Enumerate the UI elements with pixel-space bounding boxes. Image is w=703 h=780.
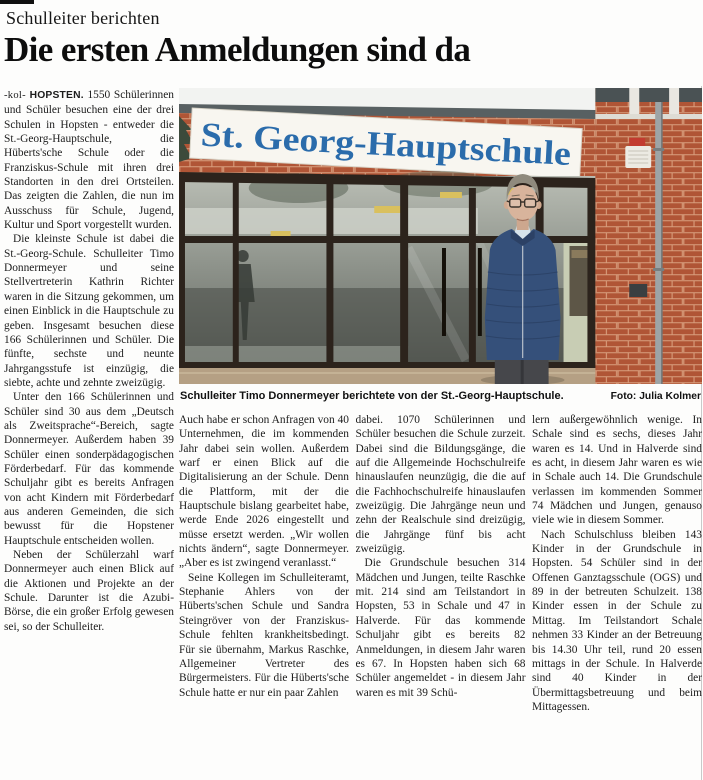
paragraph: Nach Schulschluss bleiben 143 Kinder in der Grundschule in Hopsten. 54 Schüler sind in der Offenen Ganztagsschule (OGS) und 89 in der betreuten Schulzeit. 138 Kinder essen in der Schule zu Mittag. Im Teilstandort Schale nehmen 33 Kinder an der Betreuung bis 14.30 Uhr teil, rund 20 essen mittags in der Schule. In Halverde sind 40 Kinder in der Übermittagsbetreuung und beim Mittagessen. — [532, 528, 702, 713]
paragraph: lern außergewöhnlich wenige. In Schale sind es sechs, dieses Jahr waren es 14. Und in Halverde sind es acht, in diesem Jahr waren es wie in Schale auch 14. Die Grundschule verlassen im kommenden Sommer 74 Mädchen und Jungen, genauso viele wie in diesem Sommer. — [532, 414, 702, 527]
headline: Die ersten Anmeldungen sind da — [4, 30, 471, 69]
door-handle — [442, 248, 446, 336]
author-abbreviation: -kol- — [4, 90, 26, 101]
photo-and-columns — [179, 88, 702, 778]
wall-vent — [629, 284, 647, 297]
photo-credit: Foto: Julia Kolmer — [610, 390, 701, 402]
caption-row — [179, 384, 702, 407]
paragraph: Unter den 166 Schülerinnen und Schüler sind 30 aus dem „Deutsch als Zweitsprache“-Bereich, sagte Donnermeyer. Außerdem haben 39 Schüler einen sonderpädagogischen Förderbedarf. Für das kommende Schuljahr gibt es bereits Anfragen von acht Kindern mit Förderbedarf aus anderen Gemeinden, die sich bewusst für die Hopstener Hauptschule entscheiden wollen. — [4, 391, 174, 547]
lower-columns — [179, 413, 702, 778]
page-edge-artifact — [0, 0, 34, 4]
article-column-4 — [532, 413, 702, 778]
kicker: Schulleiter berichten — [6, 8, 160, 28]
dateline-city: HOPSTEN. — [29, 90, 84, 101]
school-building-photo — [179, 88, 702, 384]
paragraph: Die kleinste Schule ist dabei die St.-Georg-Schule. Schulleiter Timo Donnermeyer und seine Stellvertreterin Kathrin Richter waren in die Sitzung gekommen, um einen Einblick in die Hauptschule zu geben. Insgesamt besuchen diese 166 Schülerinnen und Schüler. Die fünfte, sechste und neunte Jahrgangsstufe ist einzügig, die siebte, achte und zehnte zweizügig. — [4, 233, 174, 389]
paragraph: Auch habe er schon Anfragen von 40 Unternehmen, die im kommenden Jahr dabei sein wollen. Außerdem warf er einen Blick auf die Digitalisierung an der Schule. Denn die Plattform, mit der die Hauptschule bislang gearbeitet habe, werde Ende 2026 eingestellt und müsse ersetzt werden. „Wir wollen nichts ändern“, sagte Donnermeyer. „Aber es ist zwingend veranlasst.“ — [179, 414, 349, 570]
paragraph: dabei. 1070 Schülerinnen und Schüler besuchen die Schule zurzeit. Dabei sind die Bildungsgänge, die auf die Allgemeinde Hochschulreife hinauslaufen neunzügig, die die auf die Fachhochschulreife hinauslaufen zweizügig. Die Jahrgänge neun und zehn der Realschule sind dreizügig, die Jahrgänge fünf bis acht zweizügig. — [355, 414, 526, 556]
brick-wall — [595, 88, 702, 384]
paragraph — [4, 88, 174, 232]
photo-caption: Schulleiter Timo Donnermeyer berichtete von der St.-Georg-Hauptschule. — [180, 390, 564, 402]
article-column-3 — [356, 413, 526, 778]
paragraph: Seine Kollegen im Schulleiteramt, Stephanie Ahlers von der Hüberts'schen Schule und Sandra Steingröver von der Franziskus-Schule fehlten krankheitsbedingt. Für sie übernahm, Markus Raschke, Allgemeiner Vertreter des Bürgermeisters. Für die Hüberts'sche Schule hatte er nur ein paar Zahlen — [179, 571, 349, 699]
photo-illustration — [179, 88, 702, 384]
door-handle — [478, 248, 482, 336]
sign-text: St. Georg-Hauptschule — [199, 116, 533, 171]
article-body — [4, 88, 702, 778]
article-column-2 — [179, 413, 349, 778]
article-column-1 — [4, 88, 174, 778]
paragraph: Die Grundschule besuchen 314 Mädchen und Jungen, teilte Raschke mit. 214 sind am Teilstandort in Hopsten, 53 in Schale und 47 in Halverde. Für das kommende Schuljahr gibt es bereits 82 Anmeldungen, in diesem Jahr waren es 67. In Hopsten haben sich 68 Schüler angemeldet - in diesem Jahr waren es mit 39 Schü- — [355, 557, 526, 699]
paragraph-text: 1550 Schülerinnen und Schüler besuchen eine der drei Schulen in Hopsten - entweder die St.-Georg-Hauptschule, die Hüberts'sche Schule oder die Franziskus-Schule mit ihren drei Standorten in den drei Ortsteilen. Das zeigten die Zahlen, die nun im Ausschuss für Schule, Jugend, Kultur und Sport vorgestellt wurden. — [4, 89, 174, 232]
paragraph: Neben der Schülerzahl warf Donnermeyer auch einen Blick auf die Aktionen und Projekte an der Schule. Darunter ist die Azubi-Börse, die ein großer Erfolg gewesen sei, so der Schulleiter. — [4, 549, 174, 633]
